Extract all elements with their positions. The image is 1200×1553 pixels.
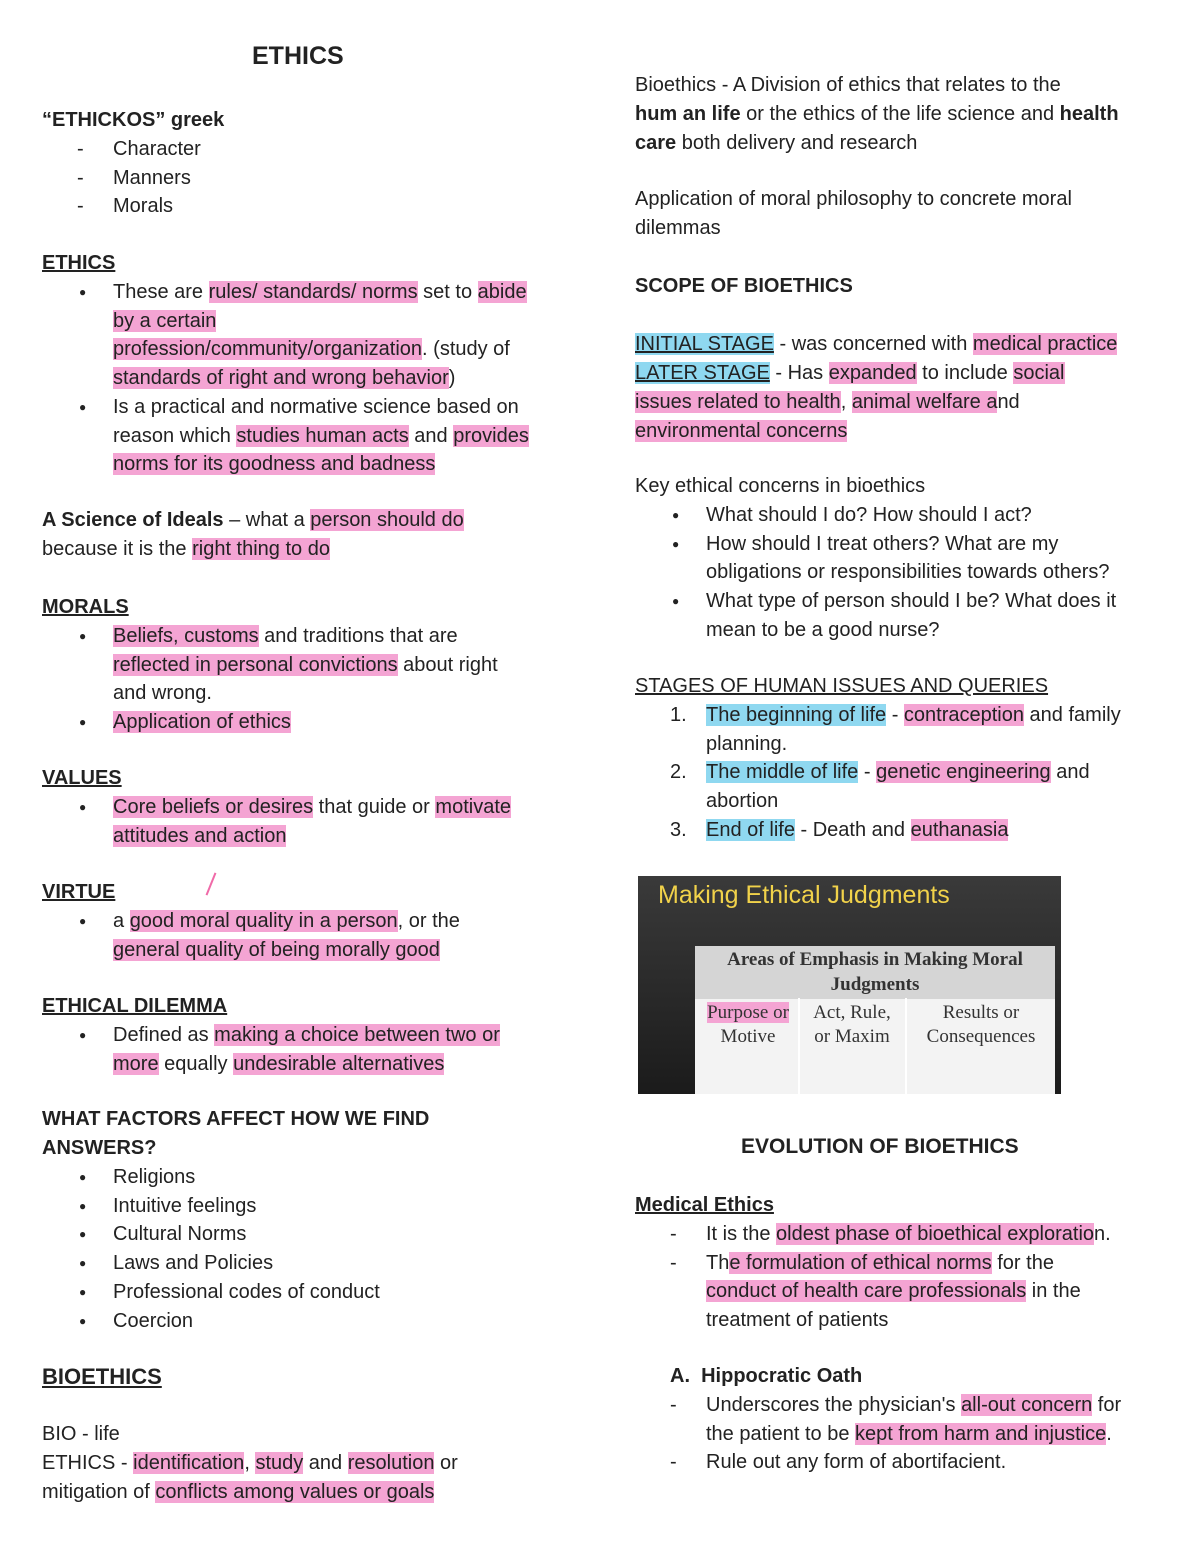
- application-text: Application of moral philosophy to concrete moral dilemmas: [635, 188, 1072, 239]
- bioethics-definition: Bioethics - A Division of ethics that relates to the hum an life or the ethics of the life science and health care both delivery and research: [635, 74, 1119, 154]
- ethickos-section: [42, 106, 572, 221]
- list-item: ● How should I treat others? What are my obligations or responsibilities towards others?: [635, 530, 1170, 587]
- list-item: ● Professional codes of conduct: [42, 1278, 572, 1307]
- list-item: ● Cultural Norms: [42, 1220, 572, 1249]
- concerns-heading: Key ethical concerns in bioethics: [635, 475, 926, 497]
- slide-table-header: Areas of Emphasis in Making Moral Judgments: [695, 946, 1055, 999]
- list-item: ● a good moral quality in a person, or the general quality of being morally good: [42, 907, 572, 964]
- list-item: ● Coercion: [42, 1307, 572, 1336]
- virtue-section: [42, 878, 572, 964]
- virtue-heading: VIRTUE: [42, 881, 116, 903]
- bioethics-text: BIO - life ETHICS - identification, study and resolution or mitigation of conflicts among values or goals: [42, 1423, 458, 1503]
- evolution-heading: EVOLUTION OF BIOETHICS: [741, 1135, 1019, 1158]
- list-item: 1. The beginning of life - contraception and family planning.: [670, 704, 1121, 755]
- factors-section: [42, 1105, 572, 1335]
- dilemma-heading: ETHICAL DILEMMA: [42, 995, 228, 1017]
- list-item: ● What should I do? How should I act?: [635, 501, 1170, 530]
- slide-cell-act: Act, Rule, or Maxim: [813, 1002, 891, 1047]
- list-item: - The formulation of ethical norms for the conduct of health care professionals in the treatment of patients: [635, 1249, 1170, 1335]
- ethics-list: [42, 278, 572, 479]
- list-item: - It is the oldest phase of bioethical exploration.: [635, 1220, 1170, 1249]
- initial-stage-label: INITIAL STAGE: [635, 333, 774, 355]
- scope-heading: SCOPE OF BIOETHICS: [635, 275, 853, 297]
- column-divider: [905, 998, 907, 1094]
- list-item: - Morals: [42, 192, 572, 221]
- list-item: ● Core beliefs or desires that guide or motivate attitudes and action: [42, 793, 572, 850]
- stages-section: [635, 672, 1170, 845]
- list-item: ● Religions: [42, 1163, 572, 1192]
- scope-stages: INITIAL STAGE - was concerned with medical practice LATER STAGE - Has expanded to include social issues related to health, animal welfare and environmental concerns: [635, 333, 1118, 442]
- list-item: - Underscores the physician's all-out concern for the patient to be kept from harm and injustice.: [635, 1391, 1170, 1448]
- list-item: 3. End of life - Death and euthanasia: [670, 818, 1009, 841]
- list-item: - Manners: [42, 164, 572, 193]
- list-item: - Rule out any form of abortifacient.: [635, 1448, 1170, 1477]
- list-item: - Character: [42, 135, 572, 164]
- medical-ethics-section: [635, 1191, 1170, 1335]
- hippocratic-oath-heading: A. Hippocratic Oath: [670, 1365, 863, 1387]
- morals-heading: MORALS: [42, 596, 129, 618]
- ethics-heading: ETHICS: [42, 252, 116, 274]
- later-stage-label: LATER STAGE: [635, 362, 770, 384]
- page-title: ETHICS: [252, 42, 344, 70]
- values-section: [42, 764, 572, 850]
- bioethics-heading: BIOETHICS: [42, 1364, 162, 1389]
- medical-ethics-heading: Medical Ethics: [635, 1194, 774, 1216]
- list-item: ● Application of ethics: [42, 708, 572, 737]
- ethickos-list: [42, 135, 572, 221]
- factors-heading: WHAT FACTORS AFFECT HOW WE FIND ANSWERS?: [42, 1108, 430, 1159]
- science-of-ideals: A Science of Ideals – what a person should do because it is the right thing to do: [42, 509, 464, 560]
- ethical-judgments-slide: [638, 876, 1061, 1094]
- concerns-section: [635, 472, 1170, 645]
- slide-cell-results: Results or Consequences: [926, 1002, 1036, 1047]
- dilemma-section: [42, 992, 572, 1078]
- list-item: ● Is a practical and normative science based on reason which studies human acts and provides norms for its goodness and badness: [42, 393, 572, 479]
- slide-title: Making Ethical Judgments: [658, 881, 950, 909]
- slide-table: [695, 946, 1055, 1094]
- stages-heading: STAGES OF HUMAN ISSUES AND QUERIES: [635, 675, 1049, 697]
- hippocratic-oath-section: [635, 1362, 1170, 1477]
- list-item: ● These are rules/ standards/ norms set to abide by a certain profession/community/organization. (study of standards of right and wrong behavior): [42, 278, 572, 393]
- ethickos-heading: “ETHICKOS” greek: [42, 109, 225, 131]
- morals-section: [42, 593, 572, 737]
- list-item: 2. The middle of life - genetic engineering and abortion: [670, 761, 1090, 813]
- slide-cell-purpose: Purpose or Motive: [707, 1002, 789, 1047]
- list-item: ● Defined as making a choice between two or more equally undesirable alternatives: [42, 1021, 572, 1078]
- ethics-section: [42, 249, 572, 479]
- list-item: ● Laws and Policies: [42, 1249, 572, 1278]
- list-item: ● Intuitive feelings: [42, 1192, 572, 1221]
- list-item: ● What type of person should I be? What does it mean to be a good nurse?: [635, 587, 1170, 644]
- values-heading: VALUES: [42, 767, 122, 789]
- list-item: ● Beliefs, customs and traditions that are reflected in personal convictions about right and wrong.: [42, 622, 572, 708]
- column-divider: [798, 998, 800, 1094]
- bioethics-section: [42, 1362, 572, 1507]
